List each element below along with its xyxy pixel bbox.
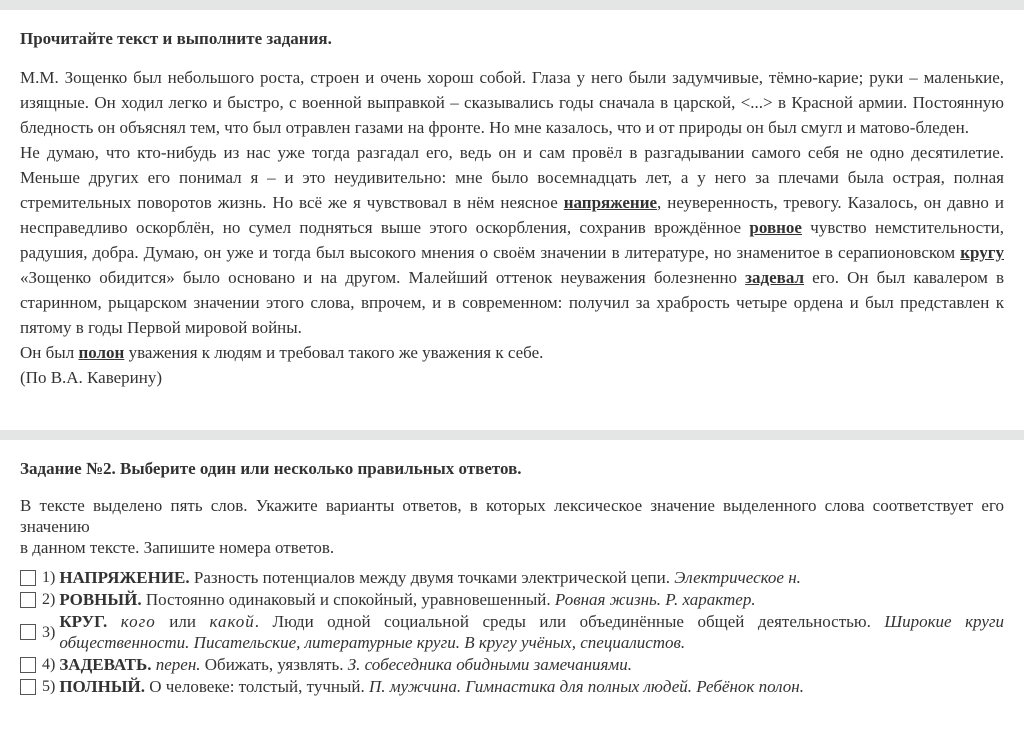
answer-option-1 xyxy=(20,567,1004,588)
keyword-krugu: кругу xyxy=(960,243,1004,262)
option-1-checkbox[interactable] xyxy=(20,570,36,586)
option-usage-mark: перен. xyxy=(151,655,201,674)
option-definition: Разность потенциалов между двумя точками электрической цепи. xyxy=(189,568,675,587)
text-fragment: его. Он был кавалером в старинном, рыцарском значении этого слова, впрочем, и в современном: получил за храбрость четыре ордена и был представлен к пятому в годы Первой мировой войны. xyxy=(20,268,1004,337)
keyword-napryazhenie: напряжение xyxy=(563,193,658,212)
task-instructions xyxy=(20,495,1004,558)
option-example: Широкие круги общественности. Писательские, литературные круги. В кругу учёных, специалистов. xyxy=(59,612,1004,652)
source-attribution: (По В.А. Каверину) xyxy=(20,368,163,387)
option-definition: О человеке: толстый, тучный. xyxy=(144,677,369,696)
section-divider xyxy=(0,430,1024,440)
keyword-polon: полон xyxy=(78,343,125,362)
option-number: 1) xyxy=(42,569,56,586)
option-example: Ровная жизнь. Р. характер. xyxy=(554,590,756,609)
text-fragment: или xyxy=(155,612,210,631)
text-fragment: , неуверенность, тревогу. Казалось, он давно и несправедливо оскорблён, но сумел подняться выше этого оскорбления, сохранив врождённое xyxy=(20,193,1004,237)
instruction-line-1: В тексте выделено пять слов. Укажите варианты ответов, в которых лексическое значение выделенного слова соответствует его значению xyxy=(20,496,1004,536)
option-3-checkbox[interactable] xyxy=(20,624,36,640)
paragraph-3 xyxy=(20,340,1004,365)
task-section xyxy=(0,440,1024,697)
keyword-rovnoe: ровное xyxy=(749,218,802,237)
paragraph-1: М.М. Зощенко был небольшого роста, строен и очень хорош собой. Глаза у него были задумчивые, тёмно-карие; руки – маленькие, изящные. Он ходил легко и быстро, с военной выправкой – сказывались годы сначала в царской, <...> в Красной армии. Постоянную бледность он объяснял тем, что был отравлен газами на фронте. Но мне казалось, что и от природы он был смугл и матово-бледен. xyxy=(20,68,1004,137)
option-2-text xyxy=(59,589,1004,610)
option-number: 5) xyxy=(42,678,56,695)
keyword-zadeval: задевал xyxy=(745,268,805,287)
task-heading: Задание №2. Выберите один или несколько правильных ответов. xyxy=(20,459,522,478)
answer-option-5 xyxy=(20,676,1004,697)
option-definition: . Люди одной социальной среды или объединённые общей деятельностью. xyxy=(254,612,885,631)
text-fragment: уважения к людям и требовал такого же уважения к себе. xyxy=(124,343,544,362)
option-4-text xyxy=(59,654,1004,675)
option-term: КРУГ. xyxy=(59,612,108,631)
answer-option-4 xyxy=(20,654,1004,675)
text-fragment: Он был xyxy=(20,343,79,362)
option-5-text xyxy=(59,676,1004,697)
paragraph-2 xyxy=(20,140,1004,340)
option-4-checkbox[interactable] xyxy=(20,657,36,673)
option-term: ЗАДЕВАТЬ. xyxy=(59,655,152,674)
reading-section xyxy=(0,10,1024,430)
option-2-checkbox[interactable] xyxy=(20,592,36,608)
option-5-checkbox[interactable] xyxy=(20,679,36,695)
option-example: Электрическое н. xyxy=(674,568,801,587)
option-definition: Постоянно одинаковый и спокойный, уравновешенный. xyxy=(141,590,555,609)
option-1-text xyxy=(59,567,1004,588)
option-number: 3) xyxy=(42,623,56,641)
text-fragment: чувство немстительности, радушия, добра. Думаю, он уже и тогда был высокого мнения о своём значении в литературе, но знаменитое в серапионовском xyxy=(20,218,1004,262)
text-fragment: Не думаю, что кто-нибудь из нас уже тогда разгадал его, ведь он и сам провёл в разгадывании самого себя не одно десятилетие. Меньше других его понимал я – и это неудивительно: мне было восемнадцать лет, а у него за плечами была острая, полная стремительных поворотов жизнь. Но всё же я чувствовал в нём неясное xyxy=(20,143,1004,212)
reading-heading: Прочитайте текст и выполните задания. xyxy=(20,29,332,48)
option-term: РОВНЫЙ. xyxy=(59,590,142,609)
option-grammar-note: кого xyxy=(120,612,156,631)
instruction-line-2: в данном тексте. Запишите номера ответов. xyxy=(20,538,335,557)
answer-option-2 xyxy=(20,589,1004,610)
answer-option-3 xyxy=(20,611,1004,653)
option-definition: Обижать, уязвлять. xyxy=(200,655,348,674)
option-term: НАПРЯЖЕНИЕ. xyxy=(59,568,190,587)
option-example: П. мужчина. Гимнастика для полных людей. Ребёнок полон. xyxy=(369,677,804,696)
option-3-text xyxy=(59,611,1004,653)
option-number: 2) xyxy=(42,591,56,608)
option-term: ПОЛНЫЙ. xyxy=(59,677,145,696)
option-grammar-note: какой xyxy=(209,612,255,631)
option-number: 4) xyxy=(42,656,56,673)
option-example: З. собеседника обидными замечаниями. xyxy=(347,655,633,674)
text-fragment: «Зощенко обидится» было основано и на другом. Малейший оттенок неуважения болезненно xyxy=(20,268,746,287)
top-divider xyxy=(0,0,1024,10)
